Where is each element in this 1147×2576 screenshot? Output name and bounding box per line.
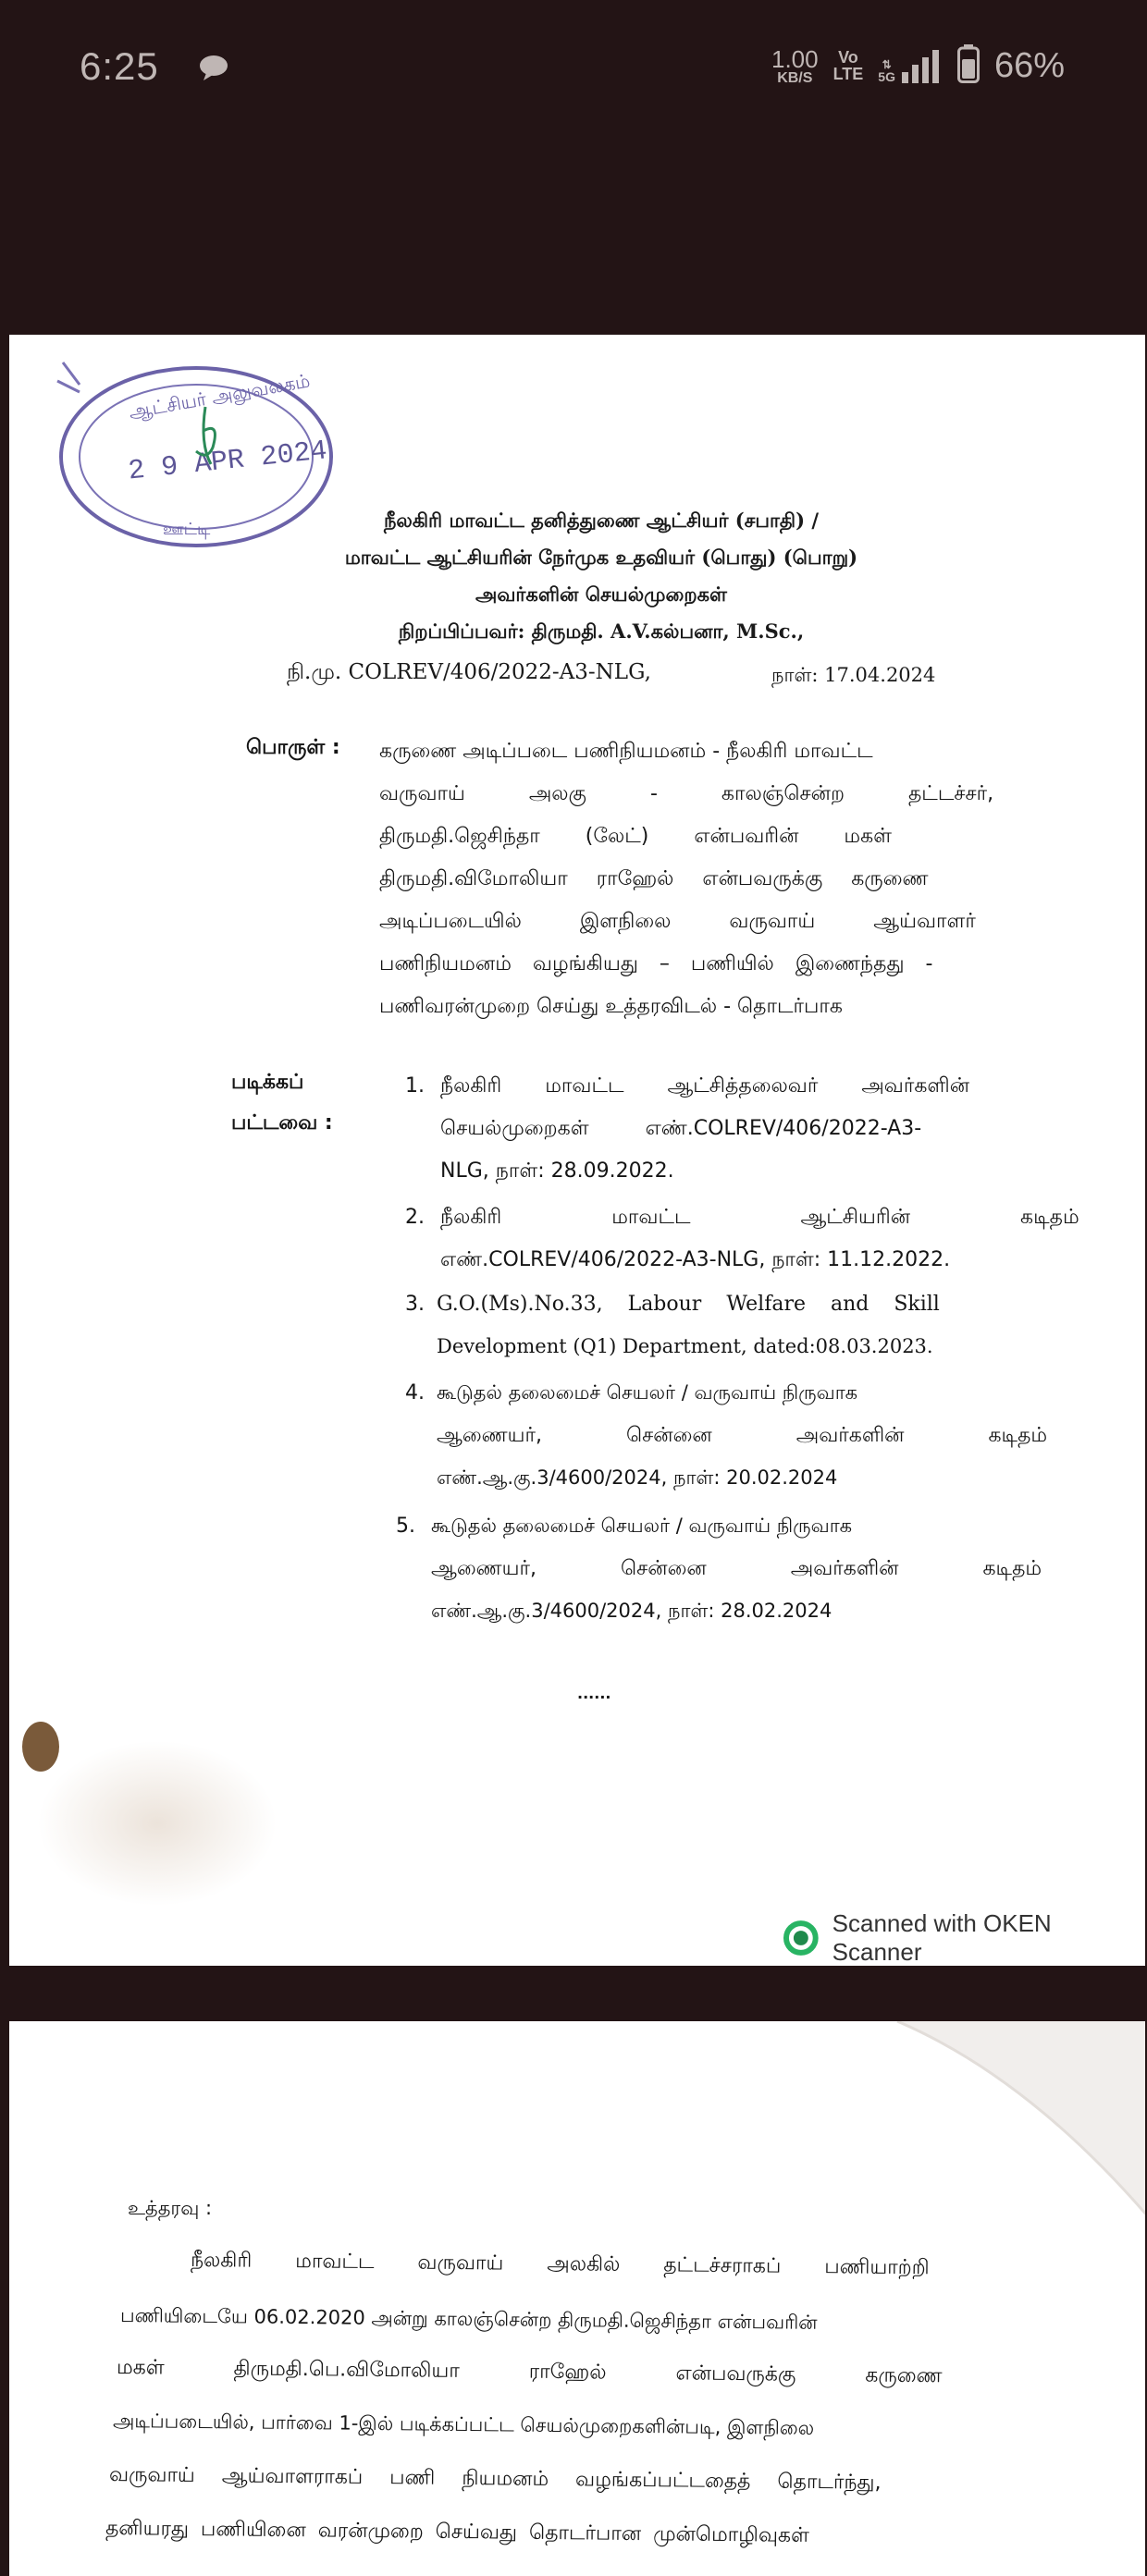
battery-percentage: 66%: [993, 46, 1066, 85]
issuer-line-4: நிறப்பிப்பவர்: திருமதி. A.V.கல்பனா, M.Sc.,: [398, 619, 805, 643]
order-label: உத்தரவு :: [128, 2197, 213, 2219]
reference-item-line: ஆணையர், சென்னை அவர்களின் கடிதம்: [431, 1557, 1042, 1580]
references-label: படிக்கப்: [231, 1071, 304, 1094]
oken-logo-icon: [783, 1920, 820, 1957]
reference-number-label: 3.: [405, 1293, 425, 1316]
subject-label: பொருள் :: [246, 736, 340, 759]
reference-item-line: கூடுதல் தலைமைச் செயலர் / வருவாய் நிருவாக: [437, 1381, 858, 1404]
order-line: மகள் திருமதி.பெ.விமோலியா ராஹேல் என்பவருக்கு கருணை: [116, 2356, 943, 2388]
reference-number: நி.மு. COLREV/406/2022-A3-NLG,: [287, 660, 651, 684]
reference-item-line: கூடுதல் தலைமைச் செயலர் / வருவாய் நிருவாக: [431, 1515, 853, 1537]
reference-item-line: G.O.(Ms).No.33, Labour Welfare and Skill: [437, 1293, 940, 1316]
clock: 6:25: [80, 44, 159, 88]
page-fold-shadow: [842, 2021, 1145, 2243]
svg-text:2 9 APR 2024: 2 9 APR 2024: [126, 435, 329, 488]
reference-item-line: எண்.ஆ.கு.3/4600/2024, நாள்: 20.02.2024: [437, 1466, 838, 1489]
separator-dots: ......: [577, 1685, 611, 1702]
order-line: அடிப்படையில், பார்வை 1-இல் படிக்கப்பட்ட செயல்முறைகளின்படி, இளநிலை: [112, 2410, 815, 2439]
subject-line: அடிப்படையில் இளநிலை வருவாய் ஆய்வாளர்: [379, 910, 976, 933]
reference-number-label: 1.: [405, 1074, 425, 1098]
office-seal-stamp: [48, 353, 344, 560]
document-page-2: [9, 2021, 1145, 2576]
subject-line: திருமதி.ஜெசிந்தா (லேட்) என்பவரின் மகள்: [379, 825, 893, 848]
status-bar: [0, 0, 1147, 139]
subject-line: கருணை அடிப்படை பணிநியமனம் - நீலகிரி மாவட்ட: [379, 740, 873, 763]
chat-bubble-icon: [198, 54, 229, 85]
document-page-1: [9, 335, 1145, 1966]
signal-5g-icon: ⇅ 5G: [878, 50, 943, 83]
page-stain: [22, 1722, 59, 1772]
volte-icon: Vo LTE: [832, 48, 864, 83]
issuer-line-2: மாவட்ட ஆட்சியரின் நேர்முக உதவியர் (பொது) (பொறு): [344, 546, 858, 569]
reference-item-line: செயல்முறைகள் எண்.COLREV/406/2022-A3-: [440, 1117, 922, 1140]
subject-line: திருமதி.விமோலியா ராஹேல் என்பவருக்கு கருணை: [379, 867, 929, 890]
page-stain: [37, 1740, 278, 1907]
reference-number-label: 2.: [405, 1206, 425, 1229]
subject-line: பணிநியமனம் வழங்கியது – பணியில் இணைந்தது -: [379, 952, 933, 975]
reference-item-line: NLG, நாள்: 28.09.2022.: [440, 1159, 674, 1183]
network-speed: 1.00 KB/S: [771, 44, 819, 86]
svg-text:ஆட்சியர் அலுவலகம்: ஆட்சியர் அலுவலகம்: [127, 369, 312, 423]
reference-number-label: 5.: [396, 1515, 415, 1538]
references-label: பட்டவை :: [231, 1111, 333, 1135]
reference-item-line: Development (Q1) Department, dated:08.03.2023.: [437, 1335, 933, 1357]
order-date: நாள்: 17.04.2024: [771, 664, 936, 686]
svg-text:ஊட்டி: ஊட்டி: [163, 520, 211, 539]
reference-item-line: நீலகிரி மாவட்ட ஆட்சித்தலைவர் அவர்களின்: [440, 1074, 970, 1098]
battery-icon: [957, 44, 980, 88]
issuer-line-3: அவர்களின் செயல்முறைகள்: [475, 583, 727, 606]
subject-line: வருவாய் அலகு - காலஞ்சென்ற தட்டச்சர்,: [379, 782, 994, 805]
order-line: தனியரது பணியினை வரன்முறை செய்வது தொடர்பான முன்மொழிவுகள்: [105, 2517, 809, 2547]
subject-line: பணிவரன்முறை செய்து உத்தரவிடல் - தொடர்பாக: [379, 995, 843, 1018]
order-line: நீலகிரி மாவட்ட வருவாய் அலகில் தட்டச்சராகப் பணியாற்றி: [190, 2249, 930, 2280]
reference-item-line: எண்.ஆ.கு.3/4600/2024, நாள்: 28.02.2024: [431, 1600, 832, 1622]
reference-item-line: எண்.COLREV/406/2022-A3-NLG, நாள்: 11.12.2022.: [440, 1248, 951, 1271]
scanner-watermark: Scanned with OKEN Scanner: [783, 1909, 1145, 1966]
order-line: பணியிடையே 06.02.2020 அன்று காலஞ்சென்ற திருமதி.ஜெசிந்தா என்பவரின்: [119, 2304, 818, 2334]
issuer-line-1: நீலகிரி மாவட்ட தனித்துணை ஆட்சியர் (சபாதி) /: [383, 509, 820, 532]
reference-item-line: நீலகிரி மாவட்ட ஆட்சியரின் கடிதம்: [440, 1206, 1079, 1229]
order-line: வருவாய் ஆய்வாளராகப் பணி நியமனம் வழங்கப்பட்டதைத் தொடர்ந்து,: [108, 2463, 882, 2495]
reference-number-label: 4.: [405, 1381, 425, 1405]
reference-item-line: ஆணையர், சென்னை அவர்களின் கடிதம்: [437, 1424, 1048, 1447]
